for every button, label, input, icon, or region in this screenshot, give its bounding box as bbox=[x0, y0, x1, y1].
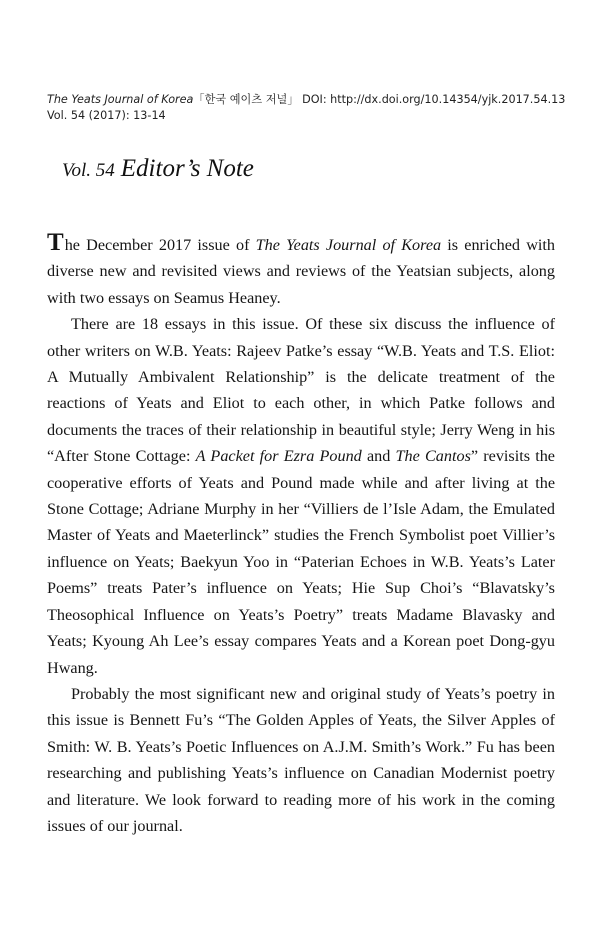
journal-title: The Yeats Journal of Korea bbox=[47, 93, 194, 106]
p2-text-3: ” revisits the cooperative efforts of Yeats and Pound made while and after living at the Stone Cottage; Adriane Murphy in her “Villiers de l’Isle Adam, the Emulated Master of Yeats and Maeterlinck” studies the French Symbolist poet Villier’s influence on Yeats; Baekyun Yoo in “Paterian Echoes in W.B. Yeats’s Later Poems” treats Pater’s influence on Yeats; Hie Sup Choi’s “Blavatsky’s Theosophical Influence on Yeats’s Poetry” treats Madame Blavasky and Yeats; Kyoung Ah Lee’s essay compares Yeats and a Korean poet Dong-gyu Hwang. bbox=[47, 447, 555, 677]
p2-text-1: There are 18 essays in this issue. Of these six discuss the influence of other writers on W.B. Yeats: Rajeev Patke’s essay “W.B. Yeats and T.S. Eliot: A Mutually Ambivalent Relationship” is the delicate treatment of the reactions of Yeats and Eliot to each other, in which Patke follows and documents the traces of their relationship in beautiful style; Jerry Weng in his “After Stone Cottage: bbox=[47, 315, 555, 466]
citation-line bbox=[47, 92, 567, 108]
journal-korean-title: 「한국 예이츠 저널」 bbox=[193, 93, 299, 106]
volume-line: Vol. 54 (2017): 13-14 bbox=[47, 109, 166, 122]
title-heading: Editor’s Note bbox=[120, 155, 254, 182]
p1-journal-italic: The Yeats Journal of Korea bbox=[255, 236, 442, 254]
page-title bbox=[62, 155, 254, 183]
paragraph-2 bbox=[47, 311, 555, 681]
p2-italic-1: A Packet for Ezra Pound bbox=[195, 447, 362, 466]
article-body bbox=[47, 229, 555, 839]
running-header bbox=[47, 92, 567, 124]
p1-text-1: he December 2017 issue of bbox=[64, 236, 256, 254]
title-volume: Vol. 54 bbox=[62, 160, 115, 181]
p2-italic-2: The Cantos bbox=[395, 447, 471, 466]
p1-text-2: is enriched with diverse new and revisited views and reviews of the Yeatsian subjects, along with two essays on Seamus Heaney. bbox=[47, 236, 555, 307]
p3-text-1: Probably the most significant new and original study of Yeats’s poetry in this issue is Bennett Fu’s “The Golden Apples of Yeats, the Silver Apples of Smith: W. B. Yeats’s Poetic Influences on A.J.M. Smith’s Work.” Fu has been researching and publishing Yeats’s influence on Canadian Modernist poetry and literature. We look forward to reading more of his work in the coming issues of our journal. bbox=[47, 684, 555, 835]
drop-cap: T bbox=[47, 229, 64, 256]
p2-text-2: and bbox=[361, 447, 396, 466]
doi-link[interactable]: DOI: http://dx.doi.org/10.14354/yjk.2017.54.13 bbox=[302, 93, 566, 106]
paragraph-3 bbox=[47, 681, 555, 839]
paragraph-1 bbox=[47, 229, 555, 311]
